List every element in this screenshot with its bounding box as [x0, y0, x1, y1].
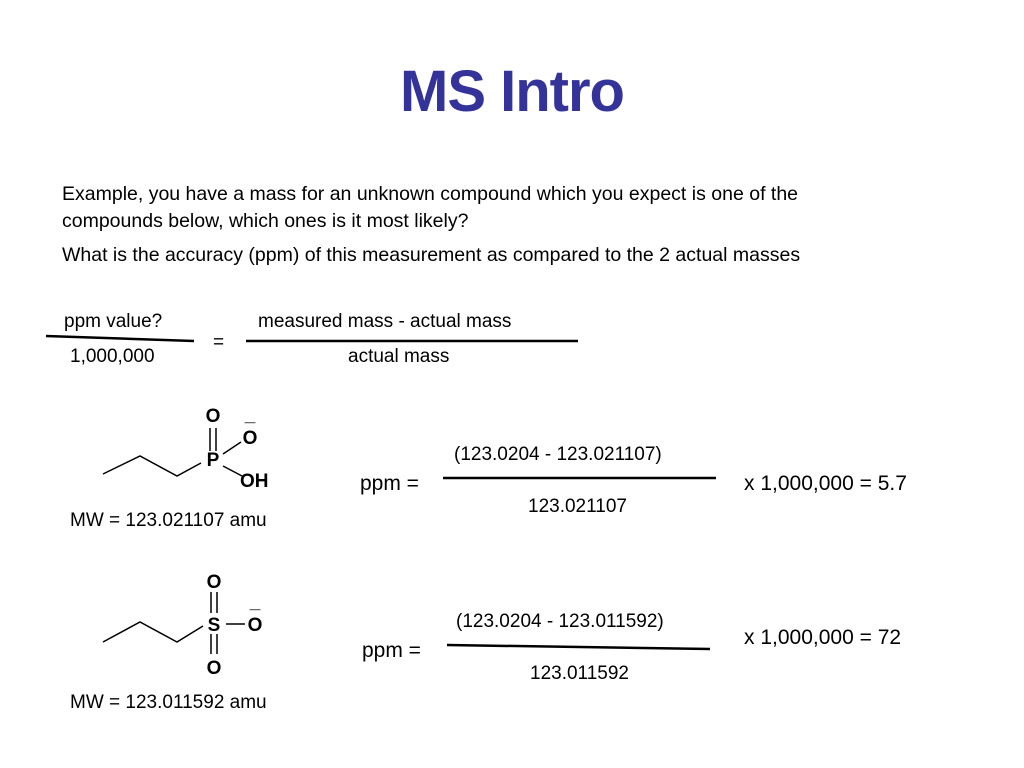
atom-o-top-2: O: [206, 572, 222, 593]
formula-equals: =: [213, 332, 225, 353]
mw-compound-2: MW = 123.011592 amu: [70, 692, 267, 713]
ppm-label-2: ppm =: [362, 639, 421, 662]
formula-rhs-numerator: measured mass - actual mass: [258, 311, 512, 332]
intro-line-1: Example, you have a mass for an unknown compound which you expect is one of the: [62, 183, 799, 205]
atom-s: S: [207, 615, 221, 636]
intro-line-3: What is the accuracy (ppm) of this measurement as compared to the 2 actual masses: [62, 244, 801, 266]
formula-rhs-denominator: actual mass: [348, 346, 450, 367]
calc-numerator-2: (123.0204 - 123.011592): [456, 611, 664, 632]
calc-denominator-2: 123.011592: [530, 663, 629, 684]
atom-o-bottom: O: [206, 658, 222, 679]
calc-denominator-1: 123.021107: [528, 496, 627, 517]
formula-lhs-numerator: ppm value?: [64, 311, 163, 332]
intro-line-2: compounds below, which ones is it most likely?: [62, 210, 469, 232]
minus-charge: _: [244, 405, 256, 426]
atom-oh: OH: [240, 471, 269, 492]
calc-numerator-1: (123.0204 - 123.021107): [454, 444, 662, 465]
atom-o-top: O: [205, 406, 221, 427]
atom-o-right: O: [247, 615, 263, 636]
mw-compound-1: MW = 123.021107 amu: [70, 510, 267, 531]
atom-o-minus: O: [242, 428, 258, 449]
minus-charge-2: _: [249, 592, 261, 613]
atom-p: P: [206, 450, 220, 471]
formula-lhs-denominator: 1,000,000: [70, 346, 155, 367]
calc-result-1: x 1,000,000 = 5.7: [744, 472, 907, 495]
ppm-label-1: ppm =: [360, 472, 419, 495]
slide-title: MS Intro: [400, 59, 624, 124]
calc-result-2: x 1,000,000 = 72: [744, 626, 902, 649]
